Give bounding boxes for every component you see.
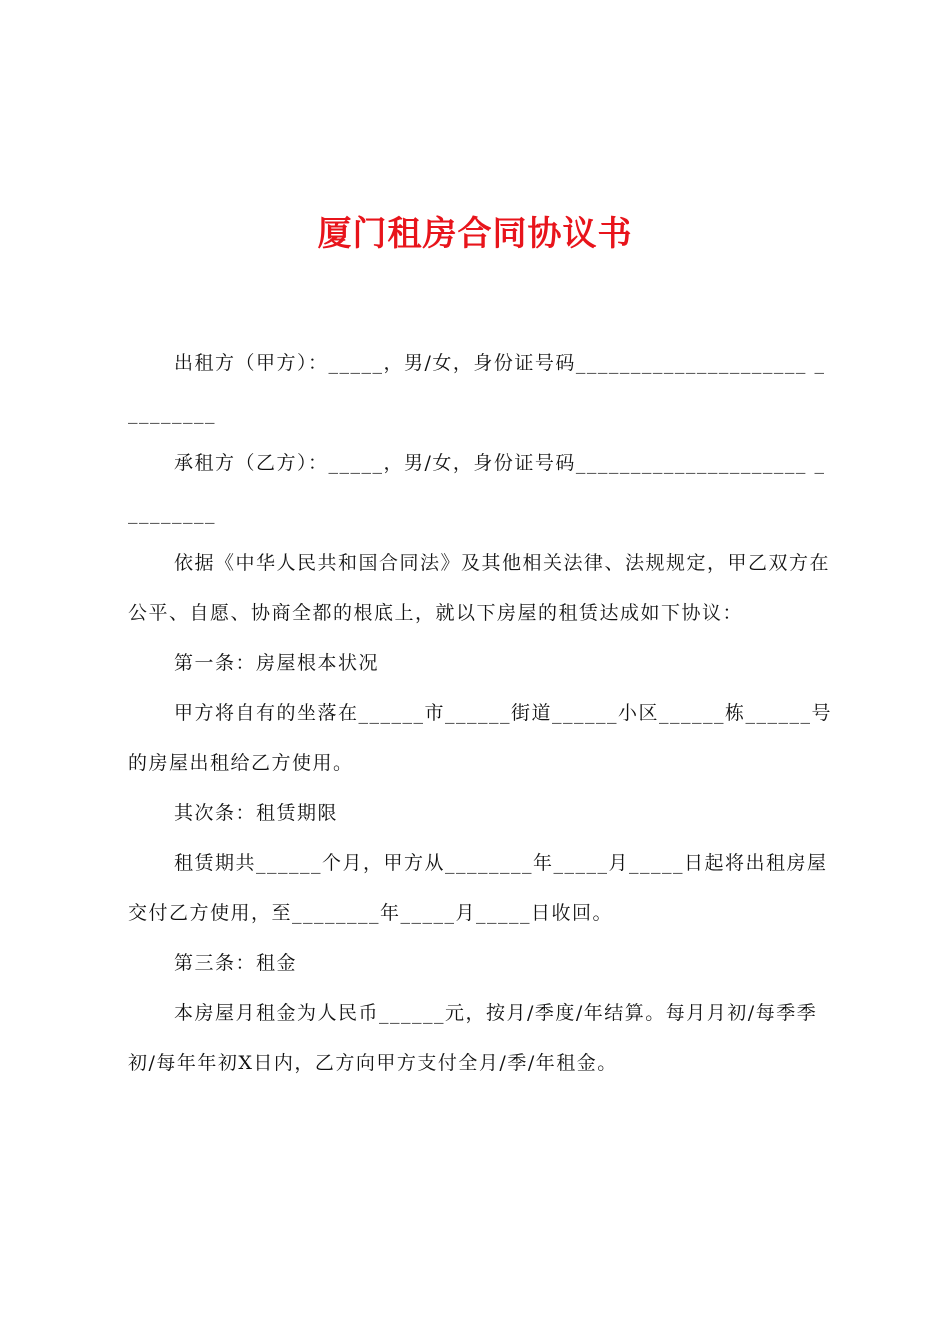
agreement-basis-paragraph: 依据《中华人民共和国合同法》及其他相关法律、法规规定，甲乙双方在公平、自愿、协商全都的根底上，就以下房屋的租赁达成如下协议：	[128, 552, 831, 624]
article-2-heading: 其次条：租赁期限	[174, 802, 339, 824]
article-3-text: 本房屋月租金为人民币______元，按月/季度/年结算。每月月初/每季季初/每年年初X日内，乙方向甲方支付全月/季/年租金。	[128, 1002, 818, 1074]
document-title: 厦门租房合同协议书	[317, 214, 633, 254]
article-2-text: 租赁期共______个月，甲方从________年_____月_____日起将出租房屋交付乙方使用，至________年_____月_____日收回。	[128, 852, 828, 924]
article-1-heading: 第一条：房屋根本状况	[174, 652, 380, 674]
lessee-paragraph: 承租方（乙方）：_____，男/女，身份证号码_____________________ _________	[128, 452, 826, 524]
document-body	[128, 338, 832, 1088]
article-3-heading: 第三条：租金	[174, 952, 298, 974]
lessor-paragraph: 出租方（甲方）：_____，男/女，身份证号码_____________________ _________	[128, 352, 826, 424]
article-1-text: 甲方将自有的坐落在______市______街道______小区______栋______号的房屋出租给乙方使用。	[128, 702, 833, 774]
